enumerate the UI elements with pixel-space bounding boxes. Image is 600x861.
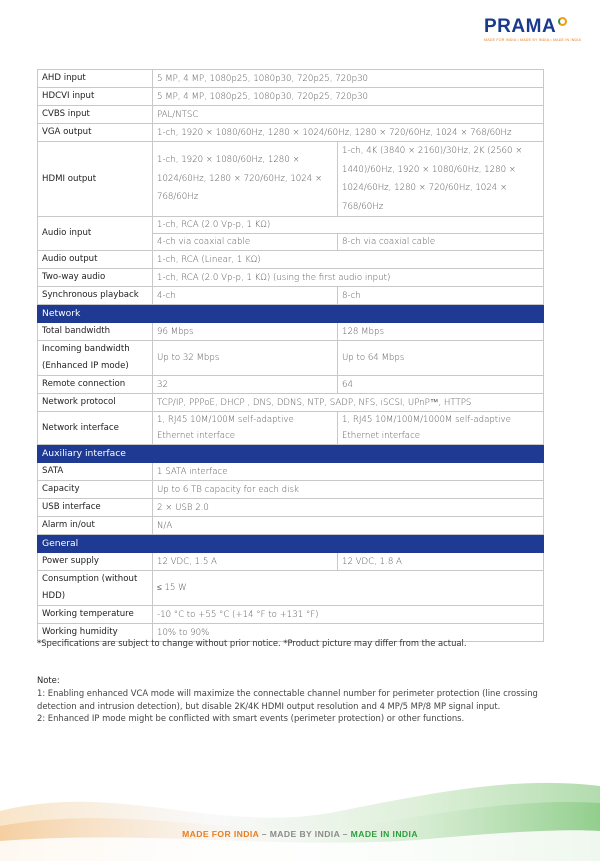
spec-key: HDCVI input <box>38 88 153 106</box>
spec-value: 1-ch, RCA (Linear, 1 KΩ) <box>153 251 544 269</box>
spec-key: Total bandwidth <box>38 323 153 341</box>
spec-row <box>38 341 544 376</box>
spec-value: 1-ch, 1920 × 1080/60Hz, 1280 × 1024/60Hz, 1280 × 720/60Hz, 1024 × 768/60Hz <box>153 124 544 142</box>
footnote: *Specifications are subject to change without prior notice. *Product picture may differ from the actual. <box>37 638 467 648</box>
spec-key: SATA <box>38 463 153 481</box>
spec-table <box>37 69 544 642</box>
section-title: Auxiliary interface <box>38 445 544 463</box>
spec-value: 1 SATA interface <box>153 463 544 481</box>
spec-row <box>38 142 544 217</box>
decorative-wave-art <box>0 741 600 861</box>
spec-key: Alarm in/out <box>38 517 153 535</box>
section-title: Network <box>38 305 544 323</box>
spec-value: 12 VDC, 1.5 A <box>153 553 338 571</box>
spec-row <box>38 124 544 142</box>
spec-value: 8-ch <box>338 287 544 305</box>
spec-key: Two-way audio <box>38 269 153 287</box>
spec-key: Capacity <box>38 481 153 499</box>
spec-value: Up to 6 TB capacity for each disk <box>153 481 544 499</box>
spec-key: Power supply <box>38 553 153 571</box>
spec-row <box>38 376 544 394</box>
spec-key: CVBS input <box>38 106 153 124</box>
spec-value: 12 VDC, 1.8 A <box>338 553 544 571</box>
spec-row <box>38 287 544 305</box>
spec-value: 5 MP, 4 MP, 1080p25, 1080p30, 720p25, 720p30 <box>153 88 544 106</box>
spec-row <box>38 88 544 106</box>
spec-row <box>38 251 544 269</box>
notes-block <box>37 674 557 725</box>
spec-value: 1-ch, 1920 × 1080/60Hz, 1280 × 1024/60Hz, 1280 × 720/60Hz, 1024 × 768/60Hz <box>153 142 338 217</box>
brand-name: PRAMA <box>484 16 557 37</box>
spec-row <box>38 323 544 341</box>
spec-row <box>38 499 544 517</box>
slogan-part-3: MADE IN INDIA <box>350 829 418 839</box>
spec-value: 1, RJ45 10M/100M/1000M self-adaptive Ethernet interface <box>338 412 544 445</box>
spec-value: Up to 64 Mbps <box>338 341 544 376</box>
spec-value: ≤ 15 W <box>153 571 544 606</box>
spec-row <box>38 571 544 606</box>
spec-row <box>38 269 544 287</box>
spec-key: Working humidity <box>38 624 153 642</box>
spec-key: Consumption (without HDD) <box>38 571 153 606</box>
spec-value: 1, RJ45 10M/100M self-adaptive Ethernet interface <box>153 412 338 445</box>
spec-row <box>38 394 544 412</box>
spec-key: Working temperature <box>38 606 153 624</box>
spec-key: Remote connection <box>38 376 153 394</box>
spec-row <box>38 463 544 481</box>
footer-slogan <box>0 829 600 839</box>
spec-value: -10 °C to +55 °C (+14 °F to +131 °F) <box>153 606 544 624</box>
spec-row <box>38 481 544 499</box>
spec-key: VGA output <box>38 124 153 142</box>
spec-key: Incoming bandwidth (Enhanced IP mode) <box>38 341 153 376</box>
spec-row <box>38 70 544 88</box>
slogan-separator: – <box>339 829 351 839</box>
spec-value: 128 Mbps <box>338 323 544 341</box>
notes-title: Note: <box>37 675 60 685</box>
spec-value: 8-ch via coaxial cable <box>338 234 544 251</box>
spec-value: 4-ch <box>153 287 338 305</box>
spec-value: 1-ch, RCA (2.0 Vp-p, 1 KΩ) (using the first audio input) <box>153 269 544 287</box>
spec-key: AHD input <box>38 70 153 88</box>
slogan-part-2: MADE BY INDIA <box>269 829 340 839</box>
section-header-row <box>38 445 544 463</box>
spec-key: Audio output <box>38 251 153 269</box>
section-header-row <box>38 305 544 323</box>
spec-row <box>38 412 544 445</box>
spec-value: 10% to 90% <box>153 624 544 642</box>
spec-value: Up to 32 Mbps <box>153 341 338 376</box>
spec-key: HDMI output <box>38 142 153 217</box>
spec-value: 5 MP, 4 MP, 1080p25, 1080p30, 720p25, 720p30 <box>153 70 544 88</box>
spec-value: 32 <box>153 376 338 394</box>
spec-value: 96 Mbps <box>153 323 338 341</box>
spec-value: 4-ch via coaxial cable <box>153 234 338 251</box>
spec-row <box>38 217 544 234</box>
spec-value: 1-ch, RCA (2.0 Vp-p, 1 KΩ) <box>153 217 544 234</box>
section-header-row <box>38 535 544 553</box>
spec-value: TCP/IP, PPPoE, DHCP , DNS, DDNS, NTP, SADP, NFS, iSCSI, UPnP™, HTTPS <box>153 394 544 412</box>
spec-row <box>38 606 544 624</box>
spec-key: USB interface <box>38 499 153 517</box>
brand-tagline: MADE FOR INDIA • MADE BY INDIA • MADE IN INDIA <box>484 38 582 42</box>
note-item: 2: Enhanced IP mode might be conflicted with smart events (perimeter protection) or other functions. <box>37 713 465 724</box>
spec-value: 2 × USB 2.0 <box>153 499 544 517</box>
slogan-separator: – <box>258 829 270 839</box>
spec-value: 1-ch, 4K (3840 × 2160)/30Hz, 2K (2560 × 1440)/60Hz, 1920 × 1080/60Hz, 1280 × 1024/60Hz, 1280 × 720/60Hz, 1024 × 768/60Hz <box>338 142 544 217</box>
spec-key: Network interface <box>38 412 153 445</box>
logo-swoosh-icon <box>558 17 567 26</box>
spec-row <box>38 517 544 535</box>
spec-value: PAL/NTSC <box>153 106 544 124</box>
brand-logo <box>484 16 580 42</box>
spec-key: Audio input <box>38 217 153 251</box>
spec-key: Network protocol <box>38 394 153 412</box>
spec-value: N/A <box>153 517 544 535</box>
spec-key: Synchronous playback <box>38 287 153 305</box>
slogan-part-1: MADE FOR INDIA <box>182 829 259 839</box>
spec-value: 64 <box>338 376 544 394</box>
section-title: General <box>38 535 544 553</box>
note-item: 1: Enabling enhanced VCA mode will maximize the connectable channel number for perimeter protection (line crossing detection and intrusion detection), but disable 2K/4K HDMI output resolution and 4 MP/5 MP/8 MP signal input. <box>37 688 538 711</box>
spec-row <box>38 106 544 124</box>
spec-row <box>38 553 544 571</box>
